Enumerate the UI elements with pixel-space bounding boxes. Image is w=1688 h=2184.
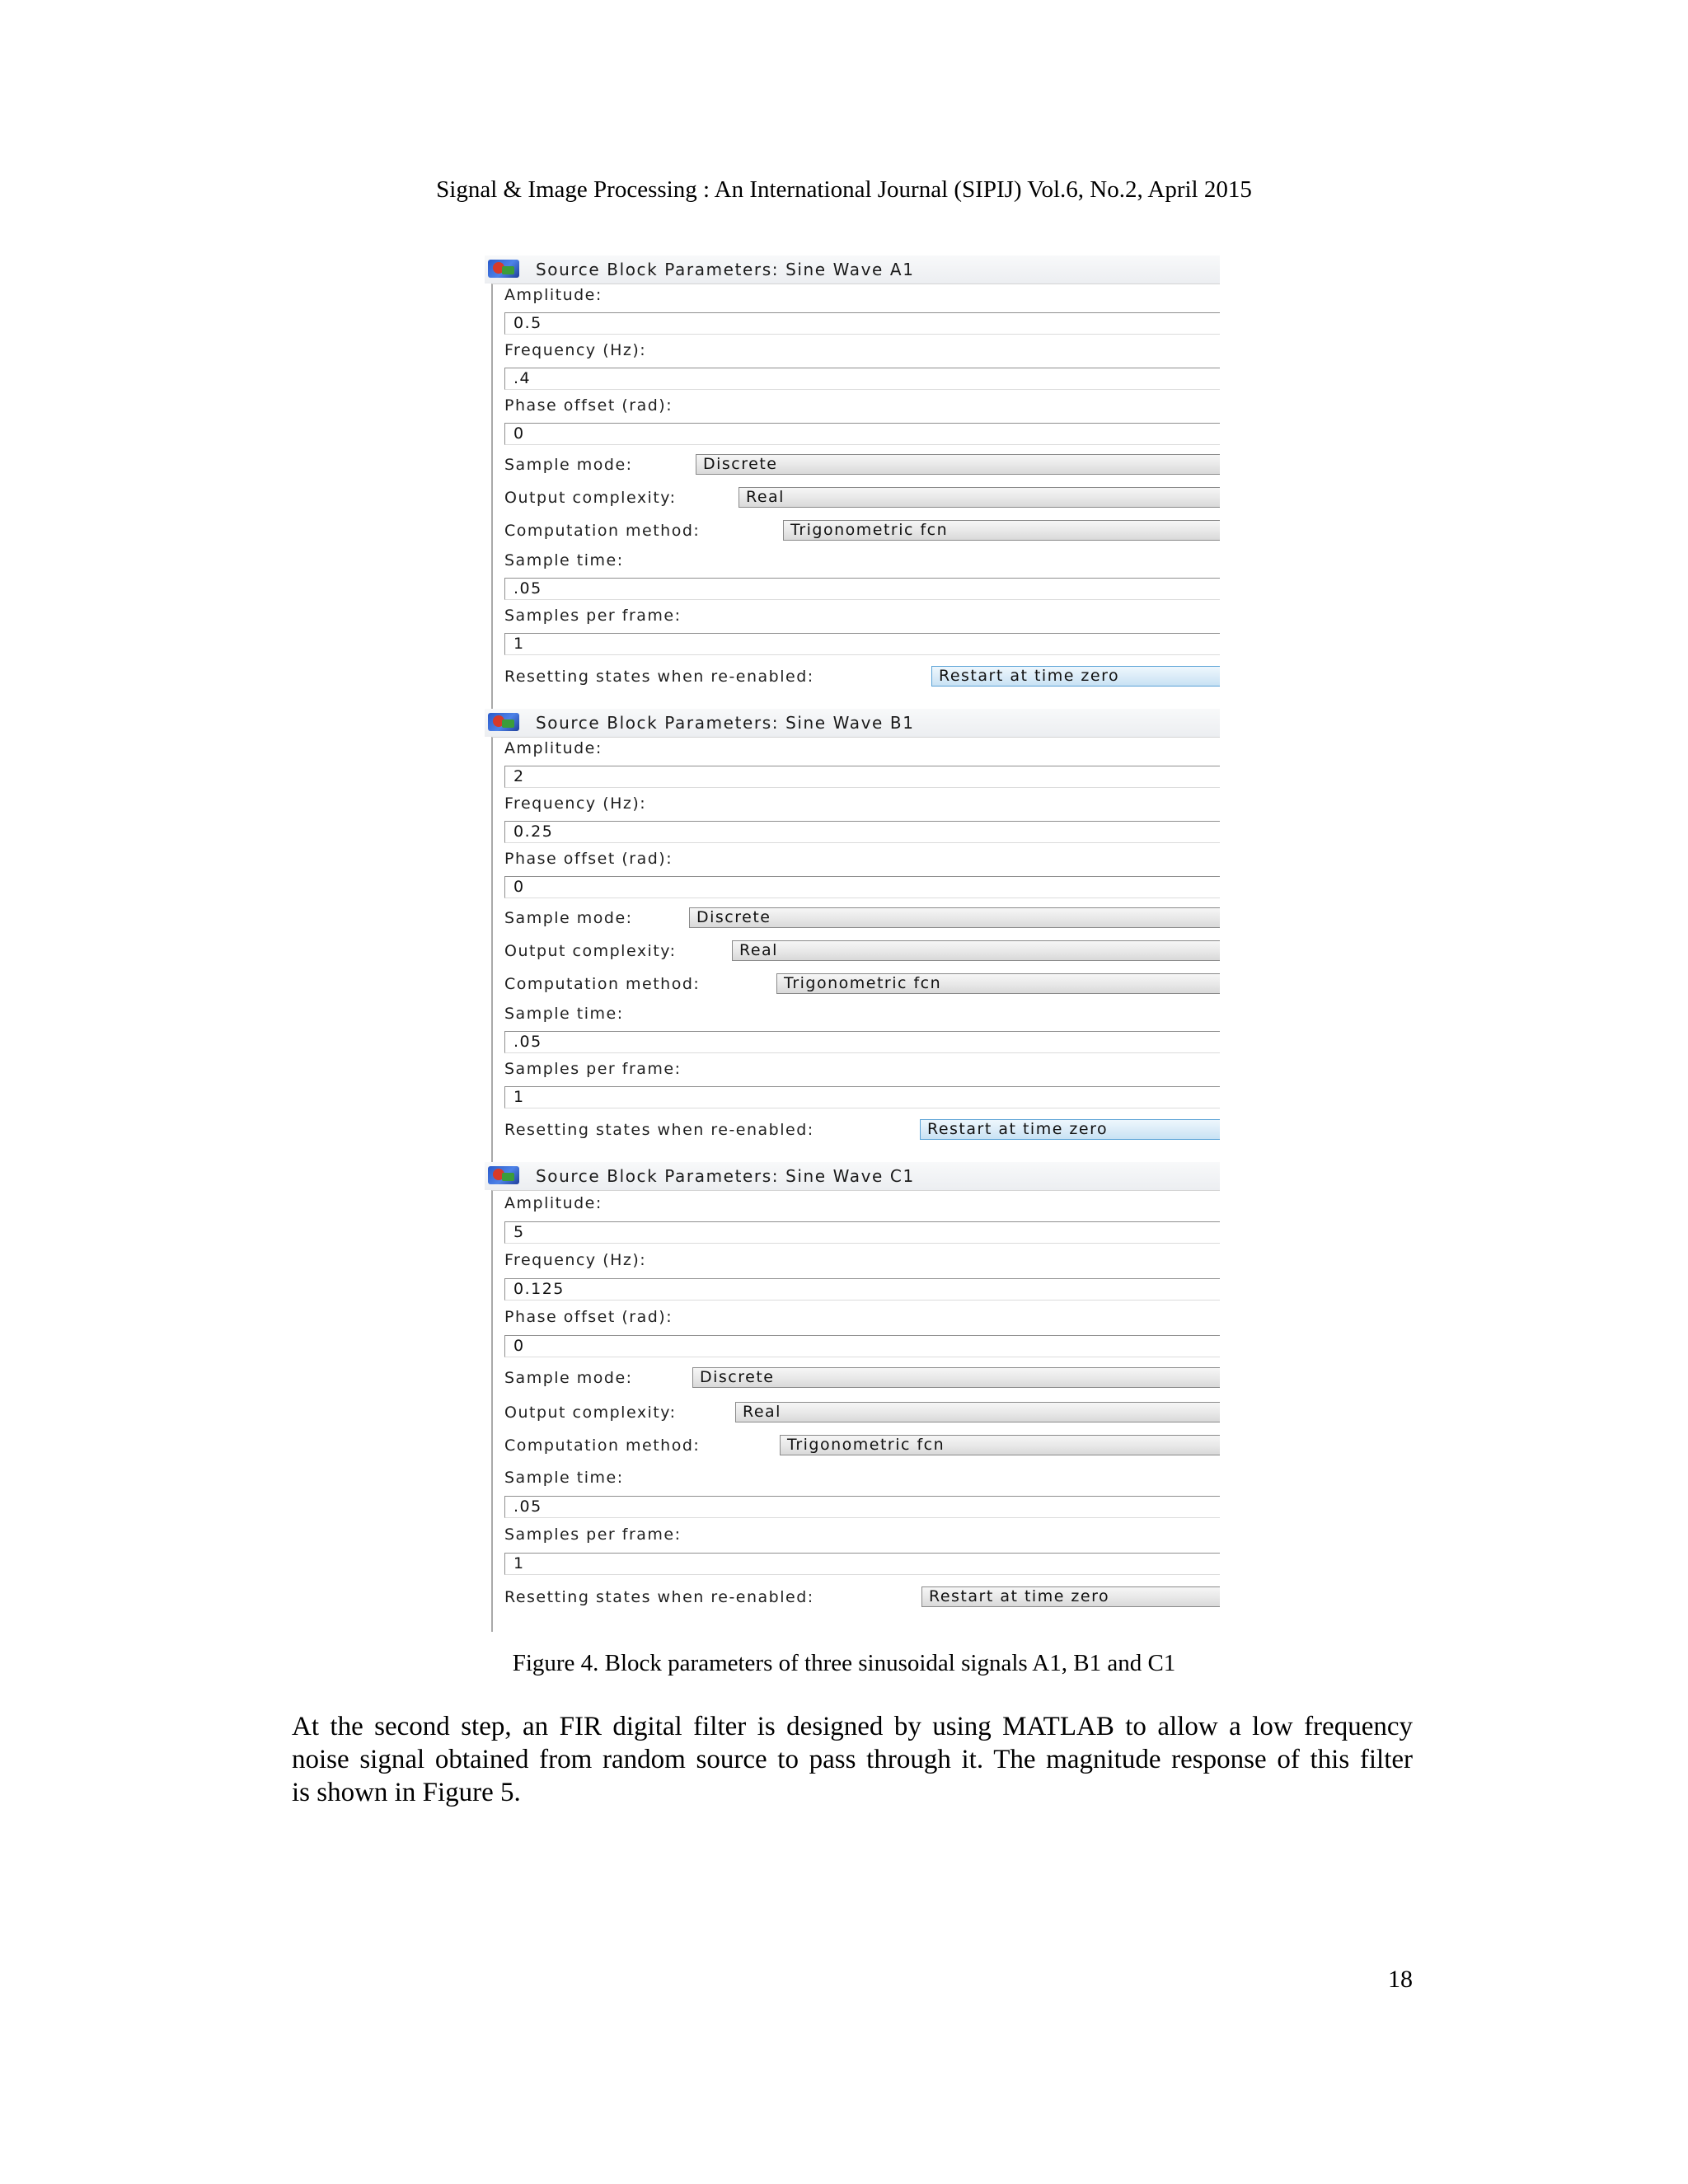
sample-time-value: .05 [513, 1033, 542, 1051]
figure-caption: Figure 4. Block parameters of three sinusoidal signals A1, B1 and C1 [512, 1650, 1176, 1676]
computation-method-label: Computation method: [504, 1436, 701, 1455]
frequency-value: 0.125 [513, 1280, 565, 1298]
output-complexity-label: Output complexity: [504, 1404, 677, 1422]
output-complexity-label: Output complexity: [504, 942, 677, 960]
frequency-field[interactable] [504, 821, 1220, 843]
samples-per-frame-value: 1 [513, 635, 525, 653]
frequency-label: Frequency (Hz): [504, 341, 647, 359]
frequency-label: Frequency (Hz): [504, 794, 647, 813]
amplitude-value: 0.5 [513, 314, 542, 332]
amplitude-label: Amplitude: [504, 286, 603, 304]
panel-title: Source Block Parameters: Sine Wave C1 [536, 1166, 915, 1186]
samples-per-frame-label: Samples per frame: [504, 607, 682, 625]
paragraph-line: is shown in Figure 5. [292, 1778, 521, 1807]
panel-title-bar [485, 255, 1220, 284]
computation-method-value: Trigonometric fcn [790, 521, 949, 539]
page-number: 18 [1388, 1966, 1413, 1993]
running-header: Signal & Image Processing : An International Journal (SIPIJ) Vol.6, No.2, April 2015 [436, 176, 1252, 203]
phase-offset-field[interactable] [504, 423, 1220, 445]
frequency-field[interactable] [504, 368, 1220, 390]
phase-offset-value: 0 [513, 878, 525, 896]
sample-mode-label: Sample mode: [504, 909, 633, 927]
sample-mode-select[interactable] [692, 1367, 1220, 1388]
samples-per-frame-field[interactable] [504, 1086, 1220, 1108]
resetting-states-value: Restart at time zero [929, 1587, 1110, 1605]
resetting-states-label: Resetting states when re-enabled: [504, 1121, 814, 1139]
resetting-states-value: Restart at time zero [939, 667, 1120, 685]
sample-time-label: Sample time: [504, 1469, 624, 1487]
sample-time-field[interactable] [504, 1496, 1220, 1518]
sample-mode-label: Sample mode: [504, 456, 633, 474]
phase-offset-label: Phase offset (rad): [504, 1308, 673, 1326]
computation-method-select[interactable] [776, 973, 1220, 994]
sample-mode-value: Discrete [703, 455, 778, 473]
computation-method-select[interactable] [783, 520, 1220, 541]
panel-sine-wave-c1 [485, 1162, 1220, 1632]
sample-time-label: Sample time: [504, 1005, 624, 1023]
panel-title: Source Block Parameters: Sine Wave B1 [536, 713, 915, 733]
panel-title-bar [485, 1162, 1220, 1190]
computation-method-label: Computation method: [504, 522, 701, 540]
sample-time-field[interactable] [504, 1031, 1220, 1053]
amplitude-field[interactable] [504, 766, 1220, 788]
output-complexity-label: Output complexity: [504, 489, 677, 507]
sample-mode-select[interactable] [689, 907, 1220, 928]
amplitude-label: Amplitude: [504, 1194, 603, 1212]
panel-body [491, 737, 1220, 1162]
sample-mode-label: Sample mode: [504, 1369, 633, 1387]
frequency-value: .4 [513, 369, 532, 387]
phase-offset-label: Phase offset (rad): [504, 850, 673, 868]
frequency-field[interactable] [504, 1278, 1220, 1301]
resetting-states-select[interactable] [920, 1119, 1220, 1140]
output-complexity-value: Real [746, 488, 785, 506]
output-complexity-select[interactable] [735, 1402, 1220, 1422]
amplitude-field[interactable] [504, 312, 1220, 335]
frequency-label: Frequency (Hz): [504, 1251, 647, 1269]
phase-offset-value: 0 [513, 1337, 525, 1355]
body-paragraph [292, 1710, 1413, 1809]
resetting-states-label: Resetting states when re-enabled: [504, 668, 814, 686]
output-complexity-select[interactable] [738, 487, 1220, 508]
samples-per-frame-label: Samples per frame: [504, 1526, 682, 1544]
phase-offset-field[interactable] [504, 876, 1220, 898]
panel-title-bar [485, 709, 1220, 737]
figure-4 [485, 255, 1220, 1632]
simulink-block-icon [488, 713, 519, 731]
sample-time-value: .05 [513, 579, 542, 598]
sample-mode-value: Discrete [696, 908, 771, 926]
sample-mode-select[interactable] [696, 454, 1220, 475]
output-complexity-value: Real [743, 1403, 781, 1421]
computation-method-label: Computation method: [504, 975, 701, 993]
phase-offset-field[interactable] [504, 1335, 1220, 1357]
samples-per-frame-value: 1 [513, 1554, 525, 1572]
phase-offset-label: Phase offset (rad): [504, 396, 673, 415]
paragraph-line: At the second step, an FIR digital filter is designed by using MATLAB to allow a low frequency [292, 1712, 1413, 1741]
samples-per-frame-field[interactable] [504, 1553, 1220, 1575]
computation-method-value: Trigonometric fcn [784, 974, 942, 992]
panel-body [491, 1190, 1220, 1632]
sample-mode-value: Discrete [700, 1368, 775, 1386]
resetting-states-select[interactable] [931, 666, 1220, 687]
resetting-states-select[interactable] [921, 1586, 1220, 1607]
panel-body [491, 284, 1220, 709]
output-complexity-select[interactable] [732, 940, 1220, 961]
sample-time-label: Sample time: [504, 551, 624, 569]
simulink-block-icon [488, 1166, 519, 1184]
amplitude-label: Amplitude: [504, 739, 603, 757]
simulink-block-icon [488, 260, 519, 278]
phase-offset-value: 0 [513, 424, 525, 443]
resetting-states-label: Resetting states when re-enabled: [504, 1588, 814, 1606]
resetting-states-value: Restart at time zero [927, 1120, 1109, 1138]
computation-method-select[interactable] [780, 1435, 1220, 1455]
frequency-value: 0.25 [513, 823, 554, 841]
samples-per-frame-value: 1 [513, 1088, 525, 1106]
panel-title: Source Block Parameters: Sine Wave A1 [536, 260, 915, 279]
computation-method-value: Trigonometric fcn [787, 1436, 945, 1454]
sample-time-value: .05 [513, 1497, 542, 1516]
samples-per-frame-label: Samples per frame: [504, 1060, 682, 1078]
samples-per-frame-field[interactable] [504, 633, 1220, 655]
amplitude-value: 5 [513, 1223, 525, 1241]
panel-sine-wave-b1 [485, 709, 1220, 1162]
panel-sine-wave-a1 [485, 255, 1220, 709]
paragraph-line: noise signal obtained from random source to pass through it. The magnitude response of this filter [292, 1745, 1413, 1774]
amplitude-value: 2 [513, 767, 525, 785]
output-complexity-value: Real [739, 941, 778, 959]
amplitude-field[interactable] [504, 1221, 1220, 1244]
sample-time-field[interactable] [504, 578, 1220, 600]
